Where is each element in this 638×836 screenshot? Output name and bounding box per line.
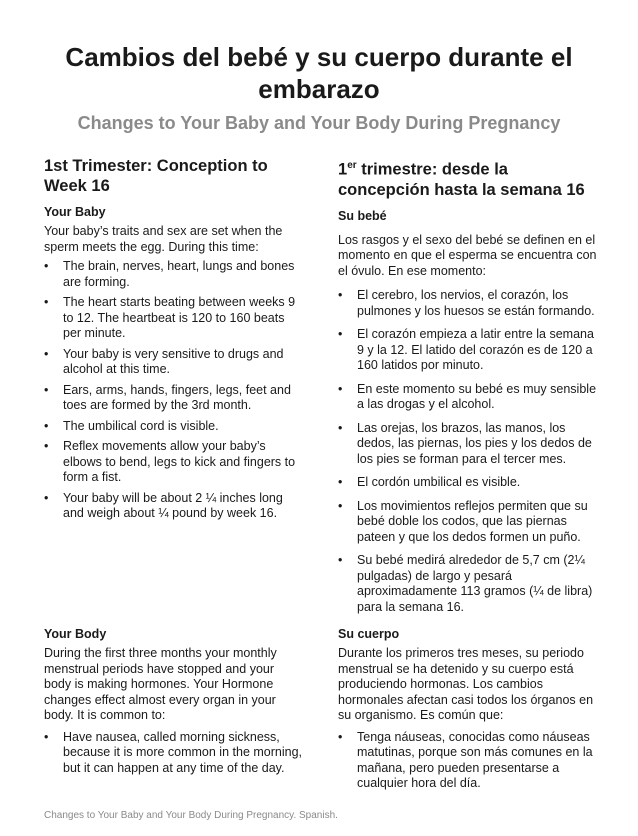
english-trimester-heading: 1st Trimester: Conception to Week 16: [44, 157, 268, 195]
english-baby-intro: Your baby’s traits and sex are set when the sperm meets the egg. During this time:: [44, 224, 283, 254]
spanish-heading-number: 1: [338, 160, 348, 179]
spanish-column: [338, 156, 600, 615]
list-item: • Your baby is very sensitive to drugs and alcohol at this time.: [44, 347, 302, 378]
list-item: • Reflex movements allow your baby’s elbows to bend, legs to kick and fingers to form a fist.: [44, 439, 302, 486]
footer-text: Changes to Your Baby and Your Body During Pregnancy. Spanish.: [44, 810, 338, 821]
page-title: Cambios del bebé y su cuerpo durante el embarazo: [65, 42, 573, 104]
list-item: • Las orejas, los brazos, las manos, los dedos, las piernas, los pies y los dedos de los pies se forman para el tercer mes.: [338, 421, 600, 468]
spanish-heading-text: trimestre: desde la concepción hasta la semana 16: [338, 160, 585, 199]
list-item: • El corazón empieza a latir entre la semana 9 y la 12. El latido del corazón es de 120 a 160 latidos por minuto.: [338, 327, 600, 374]
spanish-body-intro: Durante los primeros tres meses, su periodo menstrual se ha detenido y su cuerpo está produciendo hormonas. Los cambios hormonales afectan casi todos los órganos en su organismo. Es común que:: [338, 646, 594, 722]
list-item: • Ears, arms, hands, fingers, legs, feet and toes are formed by the 3rd month.: [44, 383, 302, 414]
spanish-body-list: [338, 730, 600, 792]
english-body-heading: Your Body: [44, 627, 107, 641]
list-item: • En este momento su bebé es muy sensible a las drogas y el alcohol.: [338, 382, 600, 413]
list-item: • El cordón umbilical es visible.: [338, 475, 600, 491]
list-item: • The brain, nerves, heart, lungs and bones are forming.: [44, 259, 302, 290]
english-body-list: [44, 730, 302, 777]
page-subtitle: Changes to Your Baby and Your Body During Pregnancy: [77, 113, 561, 133]
spanish-heading-ordinal: er: [347, 160, 357, 171]
list-item: • Los movimientos reflejos permiten que su bebé doble los codos, que las piernas pateen y que los dedos formen un puño.: [338, 499, 600, 546]
spanish-baby-intro: Los rasgos y el sexo del bebé se definen en el momento en que el esperma se encuentra con el óvulo. En ese momento:: [338, 232, 597, 278]
list-item: • The heart starts beating between weeks 9 to 12. The heartbeat is 120 to 160 beats per minute.: [44, 295, 302, 342]
list-item: • Have nausea, called morning sickness, because it is more common in the morning, but it can happen at any time of the day.: [44, 730, 302, 777]
spanish-body-section: [338, 626, 600, 792]
list-item: • El cerebro, los nervios, el corazón, los pulmones y los huesos se están formando.: [338, 288, 600, 319]
english-baby-list: [44, 259, 302, 522]
spanish-trimester-heading: [338, 156, 600, 200]
english-body-section: [44, 626, 302, 776]
spanish-baby-heading: Su bebé: [338, 208, 387, 223]
list-item: • Su bebé medirá alrededor de 5,7 cm (2¼ pulgadas) de largo y pesará aproximadamente 113 gramos (¼ de libra) para la semana 16.: [338, 553, 600, 615]
english-baby-heading: Your Baby: [44, 205, 106, 219]
list-item: • The umbilical cord is visible.: [44, 419, 302, 435]
list-item: • Your baby will be about 2 ¼ inches long and weigh about ¼ pound by week 16.: [44, 491, 302, 522]
spanish-body-heading: Su cuerpo: [338, 627, 400, 641]
english-body-intro: During the first three months your monthly menstrual periods have stopped and your body is making hormones. Your Hormone changes effect almost every organ in your body. It is common to:: [44, 646, 277, 722]
english-column: [44, 156, 302, 522]
list-item: • Tenga náuseas, conocidas como náuseas matutinas, porque son más comunes en la mañana, pero pueden presentarse a cualquier hora del día.: [338, 730, 600, 792]
spanish-baby-list: [338, 288, 600, 615]
